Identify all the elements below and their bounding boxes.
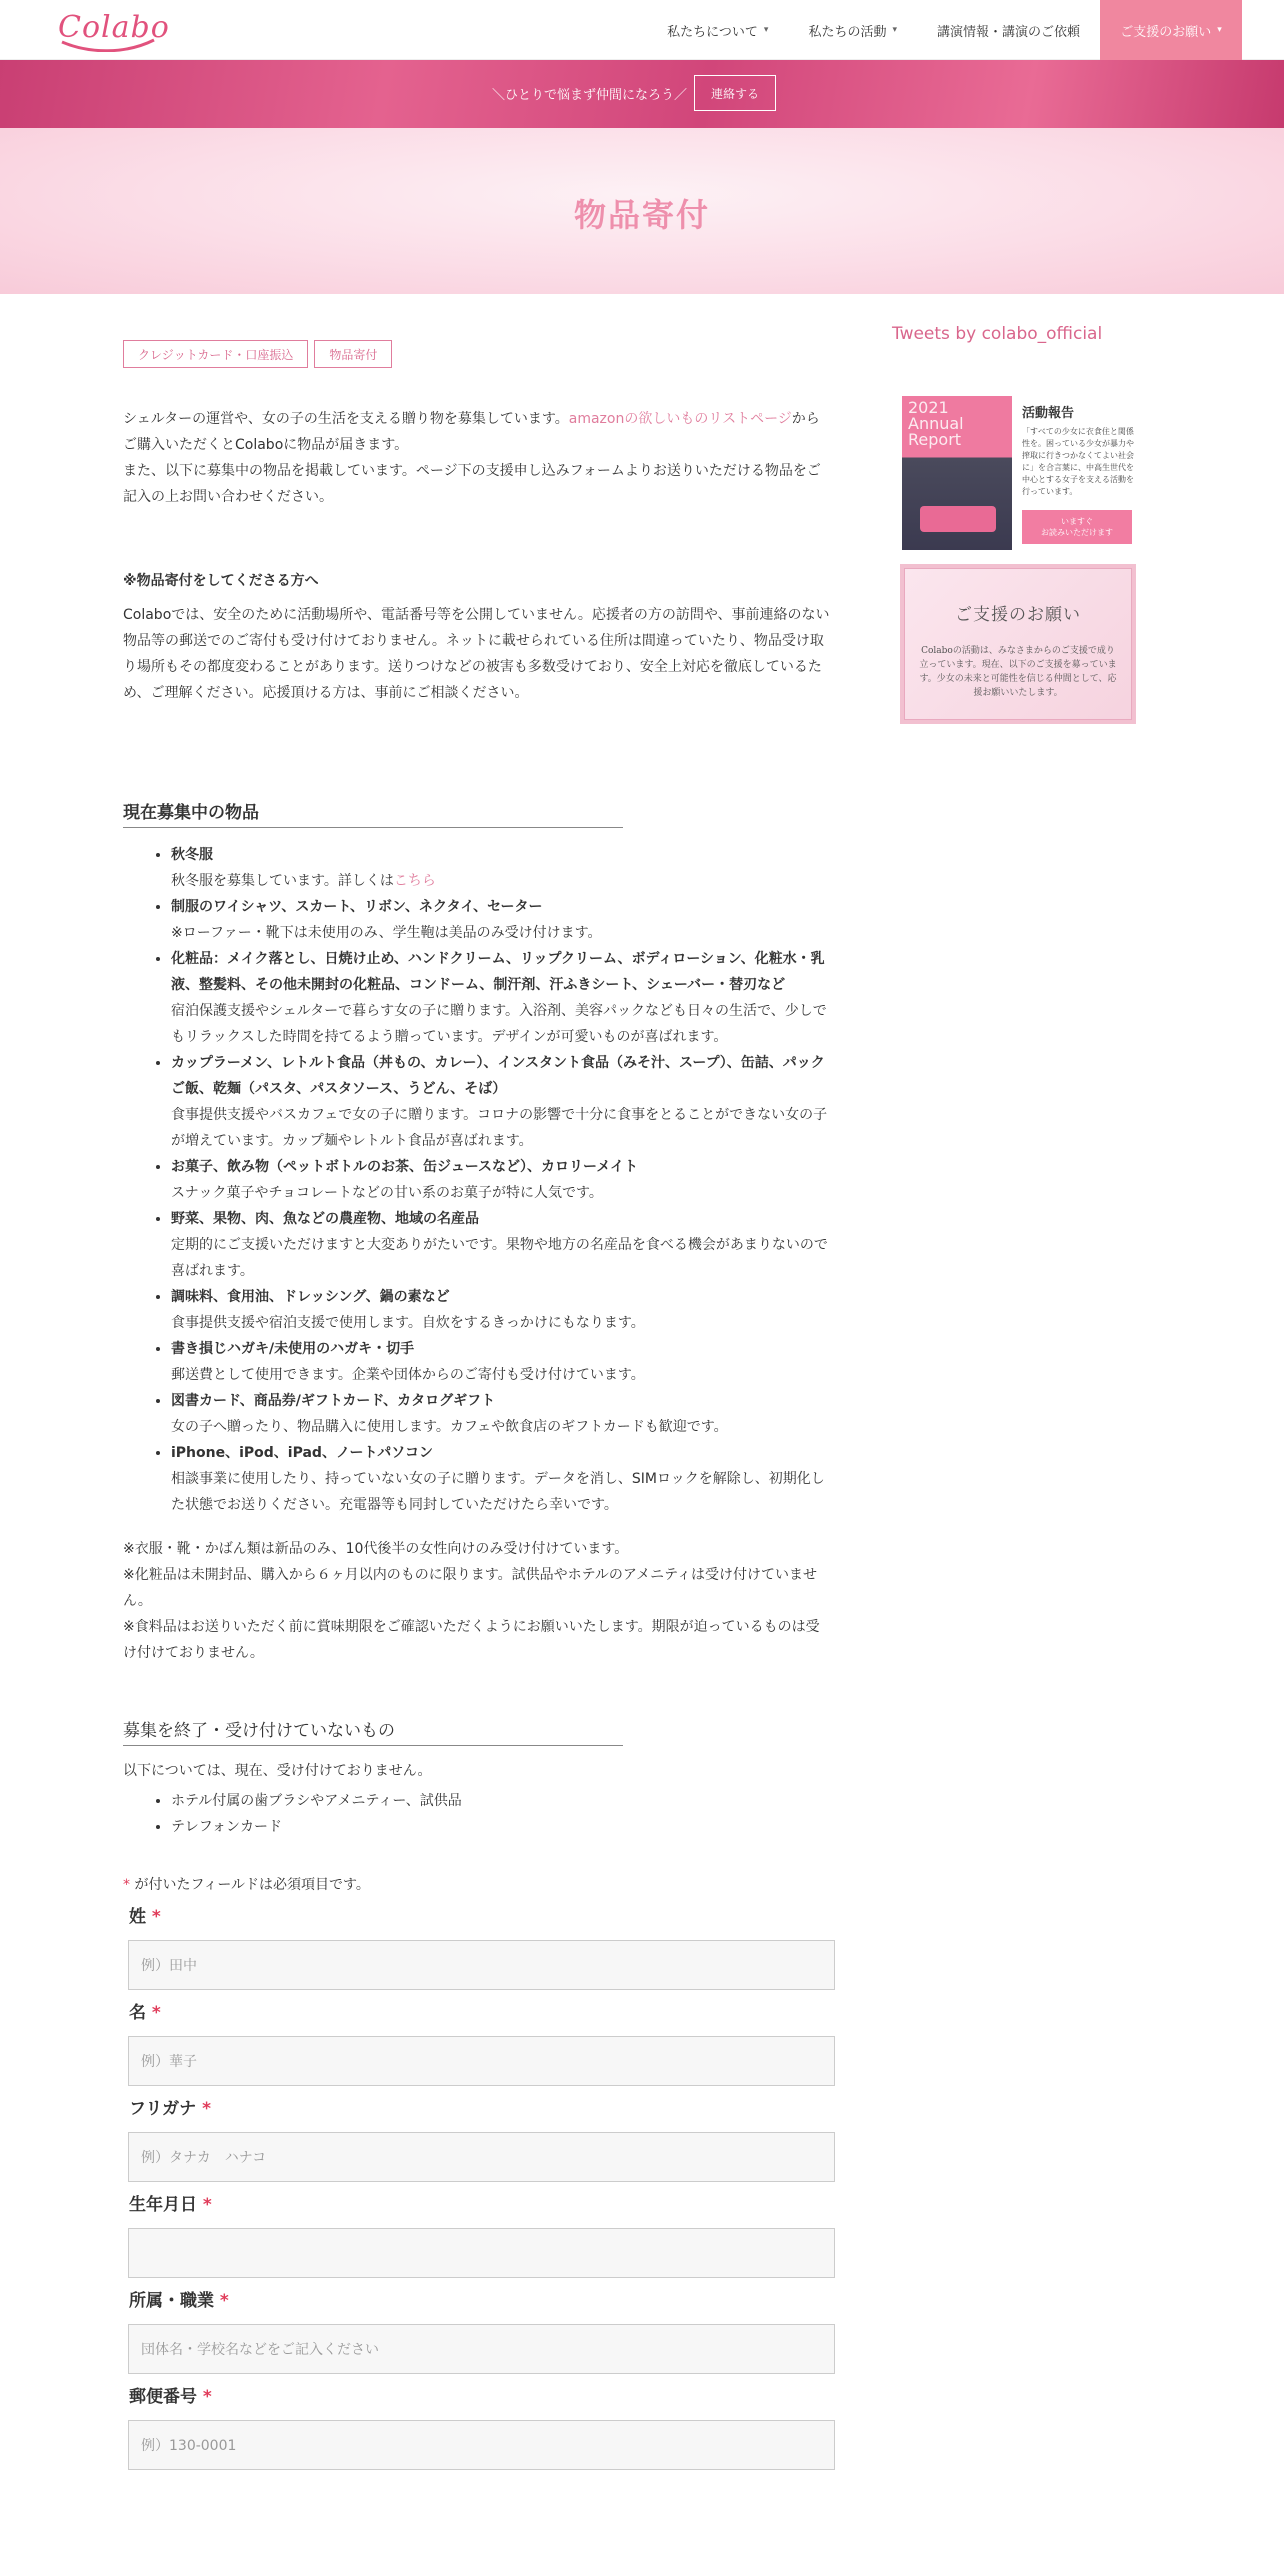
- list-item: • 秋冬服 秋冬服を募集しています。詳しくはこちら: [171, 842, 833, 894]
- report-title: 活動報告: [1022, 406, 1075, 421]
- contact-button[interactable]: 連絡する: [694, 75, 776, 111]
- banner-text: ＼ひとりで悩まず仲間になろう／: [492, 88, 688, 103]
- chevron-down-icon: ▾: [892, 25, 897, 35]
- donation-form: [123, 1904, 833, 2470]
- nav-lectures[interactable]: 講演情報・講演のご依頼: [936, 24, 1080, 40]
- list-item: • 図書カード、商品券/ギフトカード、カタログギフト 女の子へ贈ったり、物品購入に使用します。カフェや飲食店のギフトカードも歓迎です。: [171, 1388, 833, 1440]
- list-item: • お菓子、飲み物（ペットボトルのお茶、缶ジュースなど）、カロリーメイト スナック菓子やチョコレートなどの甘い系のお菓子が特に人気です。: [171, 1154, 833, 1206]
- notice-body: Colaboでは、安全のために活動場所や、電話番号等を公開していません。応援者の方の訪問や、事前連絡のない物品等の郵送でのご寄付も受け付けておりません。ネットに載せられている住所は間違っていたり、物品受け取り場所もその都度変わることがあります。送りつけなどの被害も多数受けており、安全上対応を徹底しているため、ご理解ください。応援頂ける方は、事前にご相談ください。: [123, 607, 830, 701]
- field-label-affiliation: 所属・職業 *: [129, 2291, 229, 2311]
- field-label-birthdate: 生年月日 *: [129, 2195, 212, 2215]
- section-heading-ended: 募集を終了・受け付けていないもの: [123, 1716, 623, 1746]
- page-hero: [0, 128, 1284, 294]
- logo-swoosh-icon: [60, 38, 156, 52]
- colabo-logo[interactable]: Colabo: [58, 8, 158, 52]
- list-item: • テレフォンカード: [171, 1814, 833, 1840]
- note-line: ※化粧品は未開封品、購入から６ヶ月以内のものに限ります。試供品やホテルのアメニティは受け付けていません。: [123, 1567, 817, 1609]
- nav-activities[interactable]: 私たちの活動 ▾: [808, 24, 897, 40]
- furigana-input[interactable]: 例）タナカ ハナコ: [128, 2132, 835, 2182]
- main-content: [123, 340, 833, 2470]
- first-name-input[interactable]: 例）華子: [128, 2036, 835, 2086]
- ended-intro: 以下については、現在、受け付けておりません。: [123, 1763, 432, 1779]
- intro-paragraph: シェルターの運営や、女の子の生活を支える贈り物を募集しています。amazonの欲しいものリストページからご購入いただくとColaboに物品が届きます。 また、以下に募集中の物品を掲載しています。ページ下の支援申し込みフォームよりお送りいただける物品をご記入の上お問い合わせください。: [123, 411, 821, 505]
- page-title: 物品寄付: [573, 196, 710, 234]
- list-item: • 化粧品：メイク落とし、日焼け止め、ハンドクリーム、リップクリーム、ボディローション、化粧水・乳液、整髪料、その他未開封の化粧品、コンドーム、制汗剤、汗ふきシート、シェーバー・替刃など 宿泊保護支援やシェルターで暮らす女の子に贈ります。入浴剤、美容パックなども日々の生活で、少しでもリラックスした時間を持てるよう贈っています。デザインが可愛いものが喜ばれます。: [171, 946, 833, 1050]
- main-nav: [647, 0, 1284, 60]
- field-label-furigana: フリガナ *: [129, 2099, 211, 2119]
- list-item: • 書き損じハガキ/未使用のハガキ・切手 郵送費として使用できます。企業や団体からのご寄付も受け付けています。: [171, 1336, 833, 1388]
- amazon-wishlist-link[interactable]: amazonの欲しいものリストページ: [568, 411, 792, 427]
- note-line: ※衣服・靴・かばん類は新品のみ、10代後半の女性向けのみ受け付けています。: [123, 1541, 629, 1557]
- birthdate-input[interactable]: [128, 2228, 835, 2278]
- current-items-list: [123, 842, 833, 1518]
- contact-banner: [0, 60, 1284, 128]
- tag-item-donation[interactable]: 物品寄付: [314, 340, 392, 368]
- nav-support[interactable]: ご支援のお願い ▾: [1100, 0, 1242, 60]
- list-item: • 制服のワイシャツ、スカート、リボン、ネクタイ、セーター ※ローファー・靴下は未使用のみ、学生鞄は美品のみ受け付けます。: [171, 894, 833, 946]
- section-heading-current: 現在募集中の物品: [123, 798, 623, 828]
- field-label-first-name: 名 *: [129, 2003, 161, 2023]
- nav-about[interactable]: 私たちについて ▾: [667, 24, 769, 40]
- list-item: • 調味料、食用油、ドレッシング、鍋の素など 食事提供支援や宿泊支援で使用します。自炊をするきっかけにもなります。: [171, 1284, 833, 1336]
- chevron-down-icon: ▾: [763, 25, 769, 35]
- list-item: • カップラーメン、レトルト食品（丼もの、カレー）、インスタント食品（みそ汁、スープ）、缶詰、パックご飯、乾麺（パスタ、パスタソース、うどん、そば） 食事提供支援やバスカフェで女の子に贈ります。コロナの影響で十分に食事をとることができない女の子が増えています。カップ麺やレトルト食品が喜ばれます。: [171, 1050, 833, 1154]
- chevron-down-icon: ▾: [1217, 25, 1222, 35]
- category-tags: [123, 340, 833, 368]
- list-item: • 野菜、果物、肉、魚などの農産物、地域の名産品 定期的にご支援いただけますと大変ありがたいです。果物や地方の名産品を食べる機会があまりないので喜ばれます。: [171, 1206, 833, 1284]
- last-name-input[interactable]: 例）田中: [128, 1940, 835, 1990]
- ended-items-list: [123, 1788, 833, 1840]
- autumn-clothes-link[interactable]: こちら: [393, 873, 436, 889]
- report-description: 「すべての少女に衣食住と関係性を。困っている少女が暴力や搾取に行きつかなくてよい社会に」を合言葉に、中高生世代を中心とする女子を支える活動を行っています。: [1022, 427, 1134, 496]
- support-description: Colaboの活動は、みなさまからのご支援で成り立っています。現在、以下のご支援を募っています。少女の未来と可能性を信じる仲間として、応援お願いいたします。: [919, 646, 1117, 698]
- twitter-timeline-link[interactable]: Tweets by colabo_official: [892, 324, 1103, 344]
- tag-credit-card[interactable]: クレジットカード・口座振込: [123, 340, 308, 368]
- field-label-postal-code: 郵便番号 *: [129, 2387, 212, 2407]
- required-note: * が付いたフィールドは必須項目です。: [123, 1877, 370, 1893]
- list-item: • iPhone、iPod、iPad、ノートパソコン 相談事業に使用したり、持っていない女の子に贈ります。データを消し、SIMロックを解除し、初期化した状態でお送りください。充電器等も同封していただけたら幸いです。: [171, 1440, 833, 1518]
- affiliation-input[interactable]: 団体名・学校名などをご記入ください: [128, 2324, 835, 2374]
- support-request-banner[interactable]: [900, 564, 1136, 724]
- report-cover-image: 2021 Annual Report: [902, 396, 1012, 550]
- read-report-button[interactable]: いますぐ お読みいただけます: [1022, 510, 1132, 544]
- current-notes: [123, 1536, 833, 1666]
- list-item: • ホテル付属の歯ブラシやアメニティー、試供品: [171, 1788, 833, 1814]
- bus-icon: [920, 506, 996, 532]
- postal-code-input[interactable]: 例）130-0001: [128, 2420, 835, 2470]
- annual-report-banner[interactable]: [902, 396, 1134, 550]
- notice-heading: ※物品寄付をしてくださる方へ: [123, 573, 319, 589]
- site-header: [0, 0, 1284, 60]
- support-title: ご支援のお願い: [955, 605, 1081, 625]
- note-line: ※食料品はお送りいただく前に賞味期限をご確認いただくようにお願いいたします。期限が迫っているものは受け付けておりません。: [123, 1619, 820, 1661]
- field-label-last-name: 姓 *: [129, 1907, 161, 1927]
